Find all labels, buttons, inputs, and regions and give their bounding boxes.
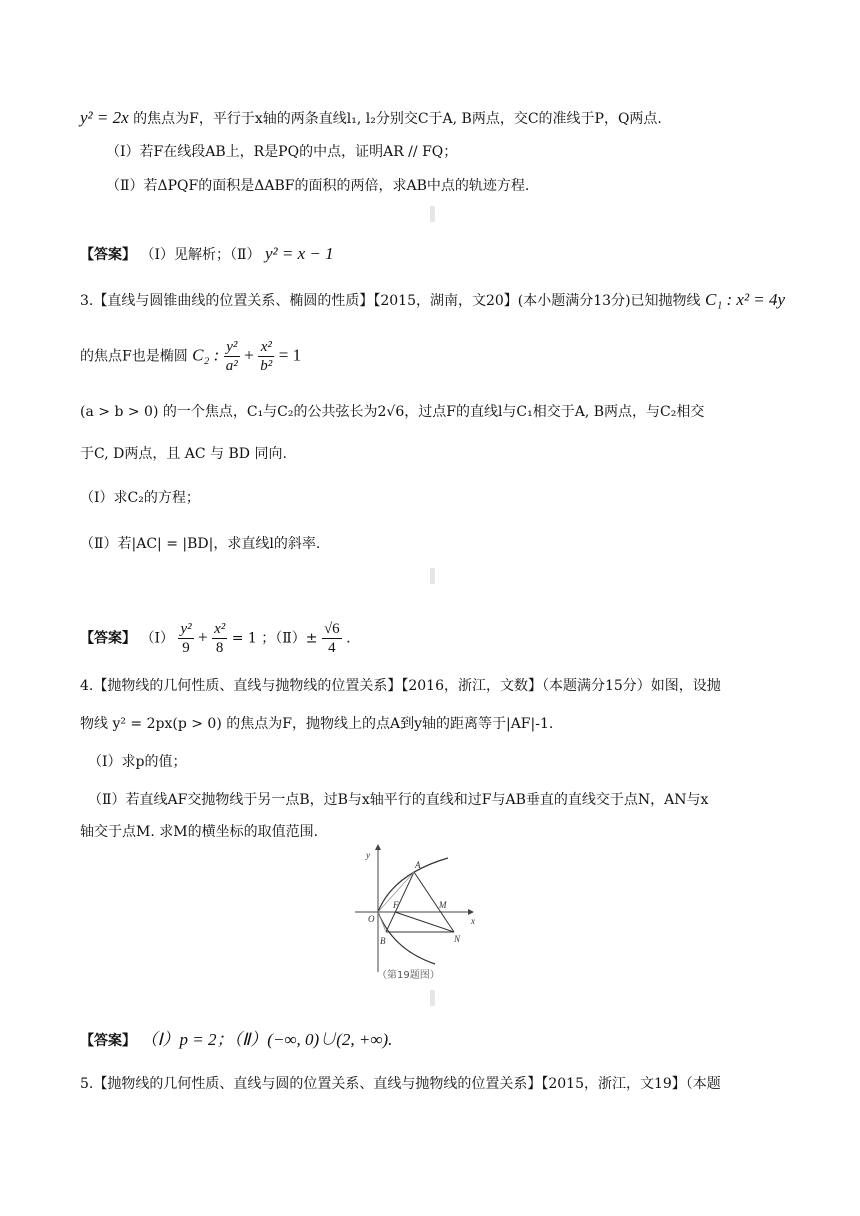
fraction-x2-8: $\frac{\text{x²}}{8}$: [214, 621, 226, 656]
label-n: N: [454, 934, 461, 944]
answer-label: 【答案】: [80, 247, 136, 263]
label-b: B: [380, 936, 386, 946]
answer-mid: = 1 ；（Ⅱ）±: [231, 630, 318, 647]
q3-line2-text: 的焦点F也是椭圆: [80, 348, 188, 365]
answer-text: （Ⅰ）p = 2；（Ⅱ）(−∞, 0)∪(2, +∞).: [140, 1030, 393, 1049]
q4-part2b: 轴交于点M. 求M的横坐标的取值范围.: [80, 824, 319, 840]
page-marker: [430, 990, 435, 1006]
parabola-figure: [353, 844, 478, 984]
page-marker: [430, 568, 435, 584]
label-m: M: [439, 900, 447, 910]
q5-heading: 5.【抛物线的几何性质、直线与圆的位置关系、直线与抛物线的位置关系】【2015，浙江，文19】（本题: [80, 1076, 721, 1092]
q3-line2: 的焦点F也是椭圆 C₂ : $\frac{\text{y²}}{\text{a²}}$ + $\frac{\text{x²}}{\text{b²}}$ = 1: [80, 339, 302, 374]
answer-label: 【答案】: [80, 1033, 136, 1049]
problem-intro-line: [80, 108, 662, 129]
figure-diagram: [353, 844, 478, 984]
c1-equation: C₁ : x² = 4y: [705, 290, 786, 309]
q3-answer: 【答案】 （Ⅰ） $\frac{\text{y²}}{9}$ + $\frac{\text{x²}}{8}$ = 1 ；（Ⅱ）± $\frac{√6}{4}$ .: [80, 621, 351, 656]
fraction-y2-a2: $\frac{\text{y²}}{\text{a²}}$: [225, 339, 238, 374]
figure-caption: （第19题图）: [377, 970, 440, 981]
answer-equation: y² = x − 1: [264, 244, 334, 263]
c2-label: C₂ :: [192, 345, 220, 365]
q4-heading: 4.【抛物线的几何性质、直线与抛物线的位置关系】【2016，浙江，文数】（本题满分15分）如图，设抛: [80, 678, 721, 694]
q2-part1: （Ⅰ）若F在线段AB上，R是PQ的中点，证明AR // FQ；: [106, 144, 458, 160]
q3-heading: [80, 290, 785, 311]
fraction-x2-b2: $\frac{\text{x²}}{\text{b²}}$: [260, 339, 273, 374]
parabola-equation: y² = 2x: [80, 108, 129, 127]
answer-label: 【答案】: [80, 630, 136, 647]
answer-text: （Ⅰ）见解析；（Ⅱ）: [140, 247, 261, 263]
q2-part2: （Ⅱ）若ΔPQF的面积是ΔABF的面积的两倍，求AB中点的轨迹方程.: [106, 178, 530, 194]
q3-part1: （Ⅰ）求C₂的方程；: [80, 490, 200, 506]
q4-line2: 物线 y² = 2px(p > 0) 的焦点为F，抛物线上的点A到y轴的距离等于|AF|-1.: [80, 716, 554, 732]
label-y: y: [366, 850, 370, 860]
q3-line4: 于C, D两点，且 AC 与 BD 同向.: [80, 446, 287, 462]
q3-part2: （Ⅱ）若|AC| = |BD|，求直线l的斜率.: [80, 536, 321, 552]
q4-answer: [80, 1030, 392, 1051]
q3-heading-text: 3.【直线与圆锥曲线的位置关系、椭圆的性质】【2015，湖南，文20】(本小题满分13分)已知抛物线: [80, 293, 701, 309]
q4-part1: （Ⅰ）求p的值；: [88, 754, 187, 770]
label-f: F: [393, 900, 399, 910]
fraction-y2-9: $\frac{\text{y²}}{9}$: [180, 621, 192, 656]
fraction-sqrt6-4: $\frac{√6}{4}$: [323, 621, 340, 656]
q3-line3: (a > b > 0) 的一个焦点，C₁与C₂的公共弦长为2√6，过点F的直线l与C₁相交于A, B两点，与C₂相交: [80, 404, 705, 420]
answer-part1: （Ⅰ）: [140, 630, 174, 647]
label-a: A: [415, 860, 421, 870]
answer-end: .: [346, 630, 351, 647]
q2-answer: [80, 244, 334, 265]
label-o: O: [368, 914, 375, 924]
page-marker: [430, 206, 435, 222]
q4-part2a: （Ⅱ）若直线AF交抛物线于另一点B，过B与x轴平行的直线和过F与AB垂直的直线交于点N，AN与x: [88, 792, 709, 808]
intro-text: 的焦点为F，平行于x轴的两条直线l₁, l₂分别交C于A, B两点，交C的准线于P，Q两点.: [133, 111, 662, 127]
label-x: x: [471, 916, 475, 926]
